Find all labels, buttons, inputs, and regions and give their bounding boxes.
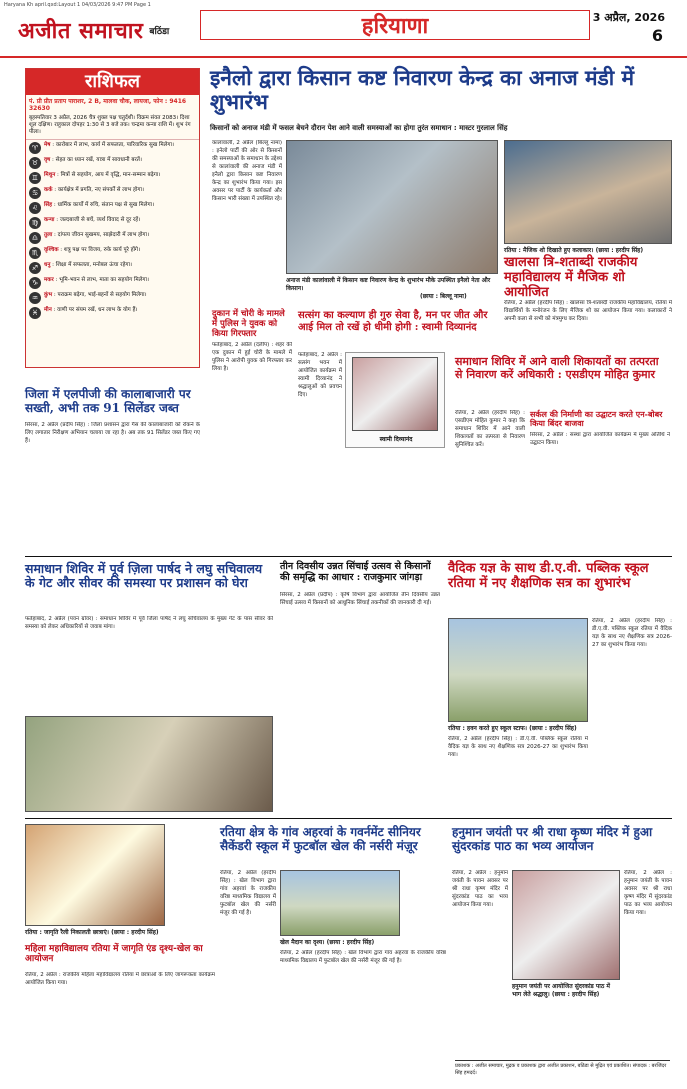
- rashifal-box: [25, 68, 200, 368]
- samadhan-body: फतेहाबाद, 2 अप्रैल (पवन ग्रोवर) : समाधान शिविर में पूर्व जिला पार्षद ने लघु सचिवालय के मुख्य गेट के पास सीवर की समस्या को लेकर अधिकारियों से जवाब मांगा।: [25, 616, 273, 630]
- dav-headline: वैदिक यज्ञ के साथ डी.ए.वी. पब्लिक स्कूल रतिया में नए शैक्षणिक सत्र का शुभारंभ: [448, 561, 649, 591]
- zodiac-icon: ♑: [29, 277, 41, 289]
- rashifal-item: [29, 217, 196, 229]
- rashifal-item: [29, 247, 196, 259]
- football-body-2: रतिया, 2 अप्रैल (हरदीप सिंह) : खेल विभाग द्वारा गांव अहरवां के राजकीय वरिष्ठ माध्यमिक विद्यालय में फुटबॉल खेल की नर्सरी मंजूर की गई है।: [280, 950, 446, 964]
- rashifal-item: [29, 142, 196, 154]
- rashifal-item: [29, 157, 196, 169]
- zodiac-icon: ♒: [29, 292, 41, 304]
- dav-caption: [448, 724, 588, 732]
- issue-date: 3 अप्रैल, 2026: [592, 11, 665, 24]
- rashifal-prediction: कार्यक्षेत्र में प्रगति, नए संपर्कों से लाभ होगा।: [57, 187, 144, 194]
- masthead: [0, 10, 687, 58]
- rashifal-prediction: धार्मिक कार्यों में रुचि, संतान पक्ष से सुख मिलेगा।: [57, 202, 155, 209]
- rashifal-item: [29, 277, 196, 289]
- zodiac-icon: ♎: [29, 232, 41, 244]
- rashifal-sign: धनु: [44, 262, 51, 269]
- irrigation-body: सिरसा, 2 अप्रैल (प्रदीप) : कृषि विभाग द्वारा आयोजित तीन दिवसीय उन्नत सिंचाई उत्सव में किसानों को आधुनिक सिंचाई तकनीकों की जानकारी दी गई।: [280, 592, 440, 606]
- dav-body-2: रतिया, 2 अप्रैल (हरदीप सिंह) : डी.ए.वी. पब्लिक स्कूल रतिया में वैदिक यज्ञ के साथ नए शैक्षणिक सत्र 2026-27 का शुभारंभ किया गया।: [448, 736, 588, 758]
- rashifal-sign: मकर: [44, 277, 54, 284]
- lead-caption: अनाज मंडी कालांवाली में किसान कष्ट निवारण केन्द्र के शुभारंभ मौके उपस्थित इनैलो नेता और किसान।: [286, 277, 491, 292]
- section-title: हरियाणा: [361, 13, 429, 39]
- zodiac-icon: ♏: [29, 247, 41, 259]
- dav-photo: [448, 618, 588, 722]
- zodiac-icon: ♉: [29, 157, 41, 169]
- football-photo: [280, 870, 400, 936]
- lead-credit: (छाया : बिल्लू नामा): [420, 293, 467, 300]
- rashifal-text: मिथुन : मित्रों से सहयोग, आय में वृद्धि, मान-सम्मान बढ़ेगा।: [44, 172, 161, 179]
- section-rule: [25, 556, 672, 557]
- rashifal-intro: बृहस्पतिवार 3 अप्रैल, 2026 चैत्र शुक्ल पक्ष चतुर्दशी। विक्रम संवत 2083। दिशा शूल दक्षिण। राहुकाल दोपहर 1:30 से 3 बजे तक। चन्द्रमा कन्या राशि में। शुभ रंग पीला।: [26, 114, 199, 140]
- lpg-body: सिरसा, 2 अप्रैल (प्रदीप सिंह) : जिला प्रशासन द्वारा गैस की कालाबाजारी को रोकने के लिए लगातार निरीक्षण अभियान चलाया जा रहा है। अब तक 91 सिलेंडर जब्त किए गए हैं।: [25, 422, 200, 444]
- womencollege-photo: [25, 824, 165, 926]
- rashifal-item: [29, 292, 196, 304]
- rashifal-prediction: शिक्षा में सफलता, मनोबल ऊंचा रहेगा।: [55, 262, 133, 269]
- womencollege-headline: महिला महाविद्यालय रतिया में जागृति एंड दृश्य-खेल का आयोजन: [25, 944, 203, 965]
- lpg-headline: जिला में एलपीजी की कालाबाजारी पर सख्ती, अभी तक 91 सिलेंडर जब्त: [25, 387, 191, 415]
- samadhan-headline: समाधान शिविर में पूर्व ज़िला पार्षद ने लघु सचिवालय के गेट और सीवर की समस्या पर प्रशासन को घेरा: [25, 561, 263, 591]
- shop-body: फतेहाबाद, 2 अप्रैल (दलीप) : शहर की एक दुकान में हुई चोरी के मामले में पुलिस ने आरोपी युवक को गिरफ्तार कर लिया है।: [212, 342, 292, 372]
- lead-headline: इनैलो द्वारा किसान कष्ट निवारण केन्द्र का अनाज मंडी में शुभारंभ: [210, 65, 635, 115]
- lead-subline: किसानों को अनाज मंडी में फसल बेचने दौरान पेश आने वाली समस्याओं का होगा तुरंत समाधान : मास्टर गुरलाल सिंह: [210, 124, 508, 132]
- rashifal-prediction: वाणी पर संयम रखें, धन लाभ के योग हैं।: [57, 307, 138, 314]
- rashifal-sign: मेष: [44, 142, 51, 149]
- irrigation-headline: तीन दिवसीय उन्नत सिंचाई उत्सव से किसानों की समृद्धि का आधार : राजकुमार जांगड़ा: [280, 561, 431, 583]
- swami-photo: [352, 357, 438, 431]
- hanuman-caption-text: हनुमान जयंती पर आयोजित सुंदरकांड पाठ में भाग लेते श्रद्धालु।: [512, 983, 610, 998]
- rashifal-sign: सिंह: [44, 202, 53, 209]
- rashifal-text: मीन : वाणी पर संयम रखें, धन लाभ के योग हैं।: [44, 307, 138, 314]
- rashifal-item: [29, 172, 196, 184]
- rashifal-list: [26, 140, 199, 324]
- college-credit: (छाया : हरदीप सिंह): [595, 247, 644, 254]
- hanuman-headline: हनुमान जयंती पर श्री राधा कृष्ण मंदिर में हुआ सुंदरकांड पाठ का भव्य आयोजन: [452, 825, 653, 853]
- dav-caption-text: रतिया : हवन करते हुए स्कूल स्टाफ।: [448, 725, 528, 732]
- football-headline: रतिया क्षेत्र के गांव अहरवां के गवर्नमेंट सीनियर सैकेंडरी स्कूल में फुटबॉल खेल की नर्सरी मंज़ूर: [220, 825, 421, 853]
- rashifal-sign: तुला: [44, 232, 53, 239]
- college-photo: [504, 140, 672, 244]
- rashifal-title: राशिफल: [26, 69, 199, 95]
- section-rule-2: [25, 818, 672, 819]
- teachers-headline: समाधान शिविर में आने वाली शिकायतों का तत्परता से निवारण करें अधिकारी : एसडीएम मोहित कुमार: [455, 355, 659, 381]
- page-number: 6: [651, 26, 663, 45]
- zodiac-icon: ♓: [29, 307, 41, 319]
- lead-body: कालांवाली, 2 अप्रैल (बिल्लू नामा) : इनेलो पार्टी की ओर से किसानों की समस्याओं के समाधान के उद्देश्य से कालांवाली की अनाज मंडी में इनैलो द्वारा किसान कष्ट निवारण केन्द्र का शुभारंभ किया गया। इस अवसर पर पार्टी के कार्यकर्ता और किसान भारी संख्या में उपस्थित रहे।: [212, 140, 282, 202]
- rashifal-item: [29, 187, 196, 199]
- teachers-body: रतिया, 2 अप्रैल (हरदीप सिंह) : एसडीएम मोहित कुमार ने कहा कि समाधान शिविर में आने वाली शिकायतों का तत्परता से निवारण सुनिश्चित करें।: [455, 410, 525, 448]
- zodiac-icon: ♊: [29, 172, 41, 184]
- rashifal-item: [29, 307, 196, 319]
- rashifal-sign: मीन: [44, 307, 52, 314]
- edition-city: बठिंडा: [149, 26, 170, 37]
- zodiac-icon: ♐: [29, 262, 41, 274]
- rashifal-prediction: दांपत्य जीवन सुखमय, साझेदारी में लाभ होगा।: [57, 232, 150, 239]
- rashifal-item: [29, 202, 196, 214]
- womencollege-caption-text: रतिया : जागृति रैली निकालती छात्राएं।: [25, 929, 110, 936]
- rashifal-text: कन्या : जल्दबाजी से बचें, व्यर्थ विवाद से दूर रहें।: [44, 217, 141, 224]
- newspaper-logo: [18, 12, 169, 48]
- rashifal-sign: कुंभ: [44, 292, 53, 299]
- rashifal-sign: कन्या: [44, 217, 55, 224]
- hanuman-photo: [512, 870, 620, 980]
- rashifal-sign: वृश्चिक: [44, 247, 59, 254]
- zodiac-icon: ♌: [29, 202, 41, 214]
- college-caption: [504, 246, 672, 254]
- rashifal-text: वृश्चिक : शत्रु पक्ष पर विजय, रुके कार्य पूरे होंगे।: [44, 247, 141, 254]
- dav-body: रतिया, 2 अप्रैल (हरदीप सिंह) : डी.ए.वी. पब्लिक स्कूल रतिया में वैदिक यज्ञ के साथ नए शैक्षणिक सत्र 2026-27 का शुभारंभ किया गया।: [592, 618, 672, 648]
- football-caption-text: खेल मैदान का दृश्य।: [280, 939, 325, 946]
- women-headline: सर्कल की निर्माणी का उद्घाटन करते एन-बोबर किया बिंदर बाजवा: [530, 409, 663, 429]
- rashifal-text: सिंह : धार्मिक कार्यों में रुचि, संतान पक्ष से सुख मिलेगा।: [44, 202, 155, 209]
- rashifal-prediction: मित्रों से सहयोग, आय में वृद्धि, मान-सम्मान बढ़ेगा।: [60, 172, 161, 179]
- rashifal-item: [29, 232, 196, 244]
- women-body: सिरसा, 2 अप्रैल : संस्था द्वारा आयोजित कार्यक्रम में मुख्य अतिथि ने उद्घाटन किया।: [530, 432, 670, 446]
- hanuman-caption: [512, 982, 620, 998]
- zodiac-icon: ♍: [29, 217, 41, 229]
- print-slug: Haryana Kh april.qxd:Layout 1 04/03/2026 9:47 PM Page 1: [4, 2, 151, 8]
- rashifal-prediction: पराक्रम बढ़ेगा, भाई-बहनों से सहयोग मिलेगा।: [57, 292, 147, 299]
- womencollege-credit: (छाया : हरदीप सिंह): [111, 929, 159, 936]
- football-body: रतिया, 2 अप्रैल (हरदीप सिंह) : खेल विभाग द्वारा गांव अहरवां के राजकीय वरिष्ठ माध्यमिक विद्यालय में फुटबॉल खेल की नर्सरी मंजूर की गई है।: [220, 870, 276, 916]
- swami-headline: सत्संग का कल्याण ही गुरु सेवा है, मन पर जीत और आई मिल तो रखें हो धीमी होगी : स्वामी दिव्यानंद: [298, 310, 488, 333]
- rashifal-text: कर्क : कार्यक्षेत्र में प्रगति, नए संपर्कों से लाभ होगा।: [44, 187, 144, 194]
- rashifal-text: कुंभ : पराक्रम बढ़ेगा, भाई-बहनों से सहयोग मिलेगा।: [44, 292, 147, 299]
- college-body: रतिया, 2 अप्रैल (हरदीप सिंह) : खालसा त्रि-शताब्दी राजकीय महाविद्यालय, रतिया में विद्यार्थियों के मनोरंजन के लिए मैजिक शो का आयोजन किया गया। कलाकारों ने अपनी कला से सभी को मंत्रमुग्ध कर दिया।: [504, 300, 672, 322]
- rashifal-text: धनु : शिक्षा में सफलता, मनोबल ऊंचा रहेगा।: [44, 262, 133, 269]
- rashifal-text: तुला : दांपत्य जीवन सुखमय, साझेदारी में लाभ होगा।: [44, 232, 150, 239]
- rashifal-text: मेष : कारोबार में लाभ, कार्य में सफलता, पारिवारिक सुख मिलेगा।: [44, 142, 175, 149]
- logo-text: अजीत समाचार: [18, 18, 144, 44]
- dav-credit: (छाया : हरदीप सिंह): [529, 725, 577, 732]
- rashifal-item: [29, 262, 196, 274]
- rashifal-author: पं. प्री प्रीत प्रताप पाराशर, 2 B, मालवा चौक, लायजा, फोन : 9416 32630: [29, 98, 187, 112]
- rashifal-sign: मिथुन: [44, 172, 56, 179]
- swami-photo-caption: स्वामी दिव्यानंद: [379, 436, 413, 443]
- rashifal-prediction: शत्रु पक्ष पर विजय, रुके कार्य पूरे होंगे।: [63, 247, 141, 254]
- shop-headline: दुकान में चोरी के मामले में पुलिस ने युवक को किया गिरफ्तार: [212, 309, 285, 339]
- rashifal-sign: वृष: [44, 157, 51, 164]
- hanuman-credit: (छाया : हरदीप सिंह): [551, 991, 600, 998]
- lead-photo: [286, 140, 498, 274]
- rashifal-prediction: कारोबार में लाभ, कार्य में सफलता, पारिवारिक सुख मिलेगा।: [55, 142, 175, 149]
- football-credit: (छाया : हरदीप सिंह): [326, 939, 375, 946]
- college-caption-text: रतिया : मैजिक शो दिखाते हुए कलाकार।: [504, 247, 594, 254]
- swami-photo-box: [345, 352, 445, 448]
- college-headline: खालसा त्रि-शताब्दी राजकीय महाविद्यालय में मैजिक शो आयोजित: [504, 255, 638, 300]
- imprint-footer: प्रकाशक : अजीत समाचार, मुद्रक व प्रकाशक द्वारा अजीत प्रकाशन, बठिंडा से मुद्रित एवं प्रकाशित। संपादक : बरजिंदर सिंह हमदर्द।: [455, 1060, 670, 1077]
- football-caption: [280, 938, 400, 946]
- samadhan-photo: [25, 716, 273, 812]
- rashifal-text: वृष : सेहत का ध्यान रखें, यात्रा में सावधानी बरतें।: [44, 157, 142, 164]
- rashifal-prediction: भूमि-भवन से लाभ, माता का सहयोग मिलेगा।: [59, 277, 149, 284]
- section-band: [200, 10, 590, 40]
- rashifal-prediction: जल्दबाजी से बचें, व्यर्थ विवाद से दूर रहें।: [59, 217, 141, 224]
- womencollege-body: रतिया, 2 अप्रैल : राजकीय महिला महाविद्यालय रतिया में छात्राओं के लिए जागरूकता कार्यक्रम आयोजित किया गया।: [25, 972, 215, 986]
- zodiac-icon: ♋: [29, 187, 41, 199]
- womencollege-caption: [25, 928, 165, 936]
- rashifal-sign: कर्क: [44, 187, 53, 194]
- zodiac-icon: ♈: [29, 142, 41, 154]
- rashifal-text: मकर : भूमि-भवन से लाभ, माता का सहयोग मिलेगा।: [44, 277, 149, 284]
- swami-body: फतेहाबाद, 2 अप्रैल : सत्संग भवन में आयोजित कार्यक्रम में स्वामी दिव्यानंद ने श्रद्धालुओं को प्रवचन दिए।: [298, 352, 342, 398]
- rashifal-prediction: सेहत का ध्यान रखें, यात्रा में सावधानी बरतें।: [55, 157, 142, 164]
- hanuman-body-2: रतिया, 2 अप्रैल : हनुमान जयंती के पावन अवसर पर श्री राधा कृष्ण मंदिर में सुंदरकांड पाठ का भव्य आयोजन किया गया।: [624, 870, 672, 916]
- hanuman-body: रतिया, 2 अप्रैल : हनुमान जयंती के पावन अवसर पर श्री राधा कृष्ण मंदिर में सुंदरकांड पाठ का भव्य आयोजन किया गया।: [452, 870, 508, 908]
